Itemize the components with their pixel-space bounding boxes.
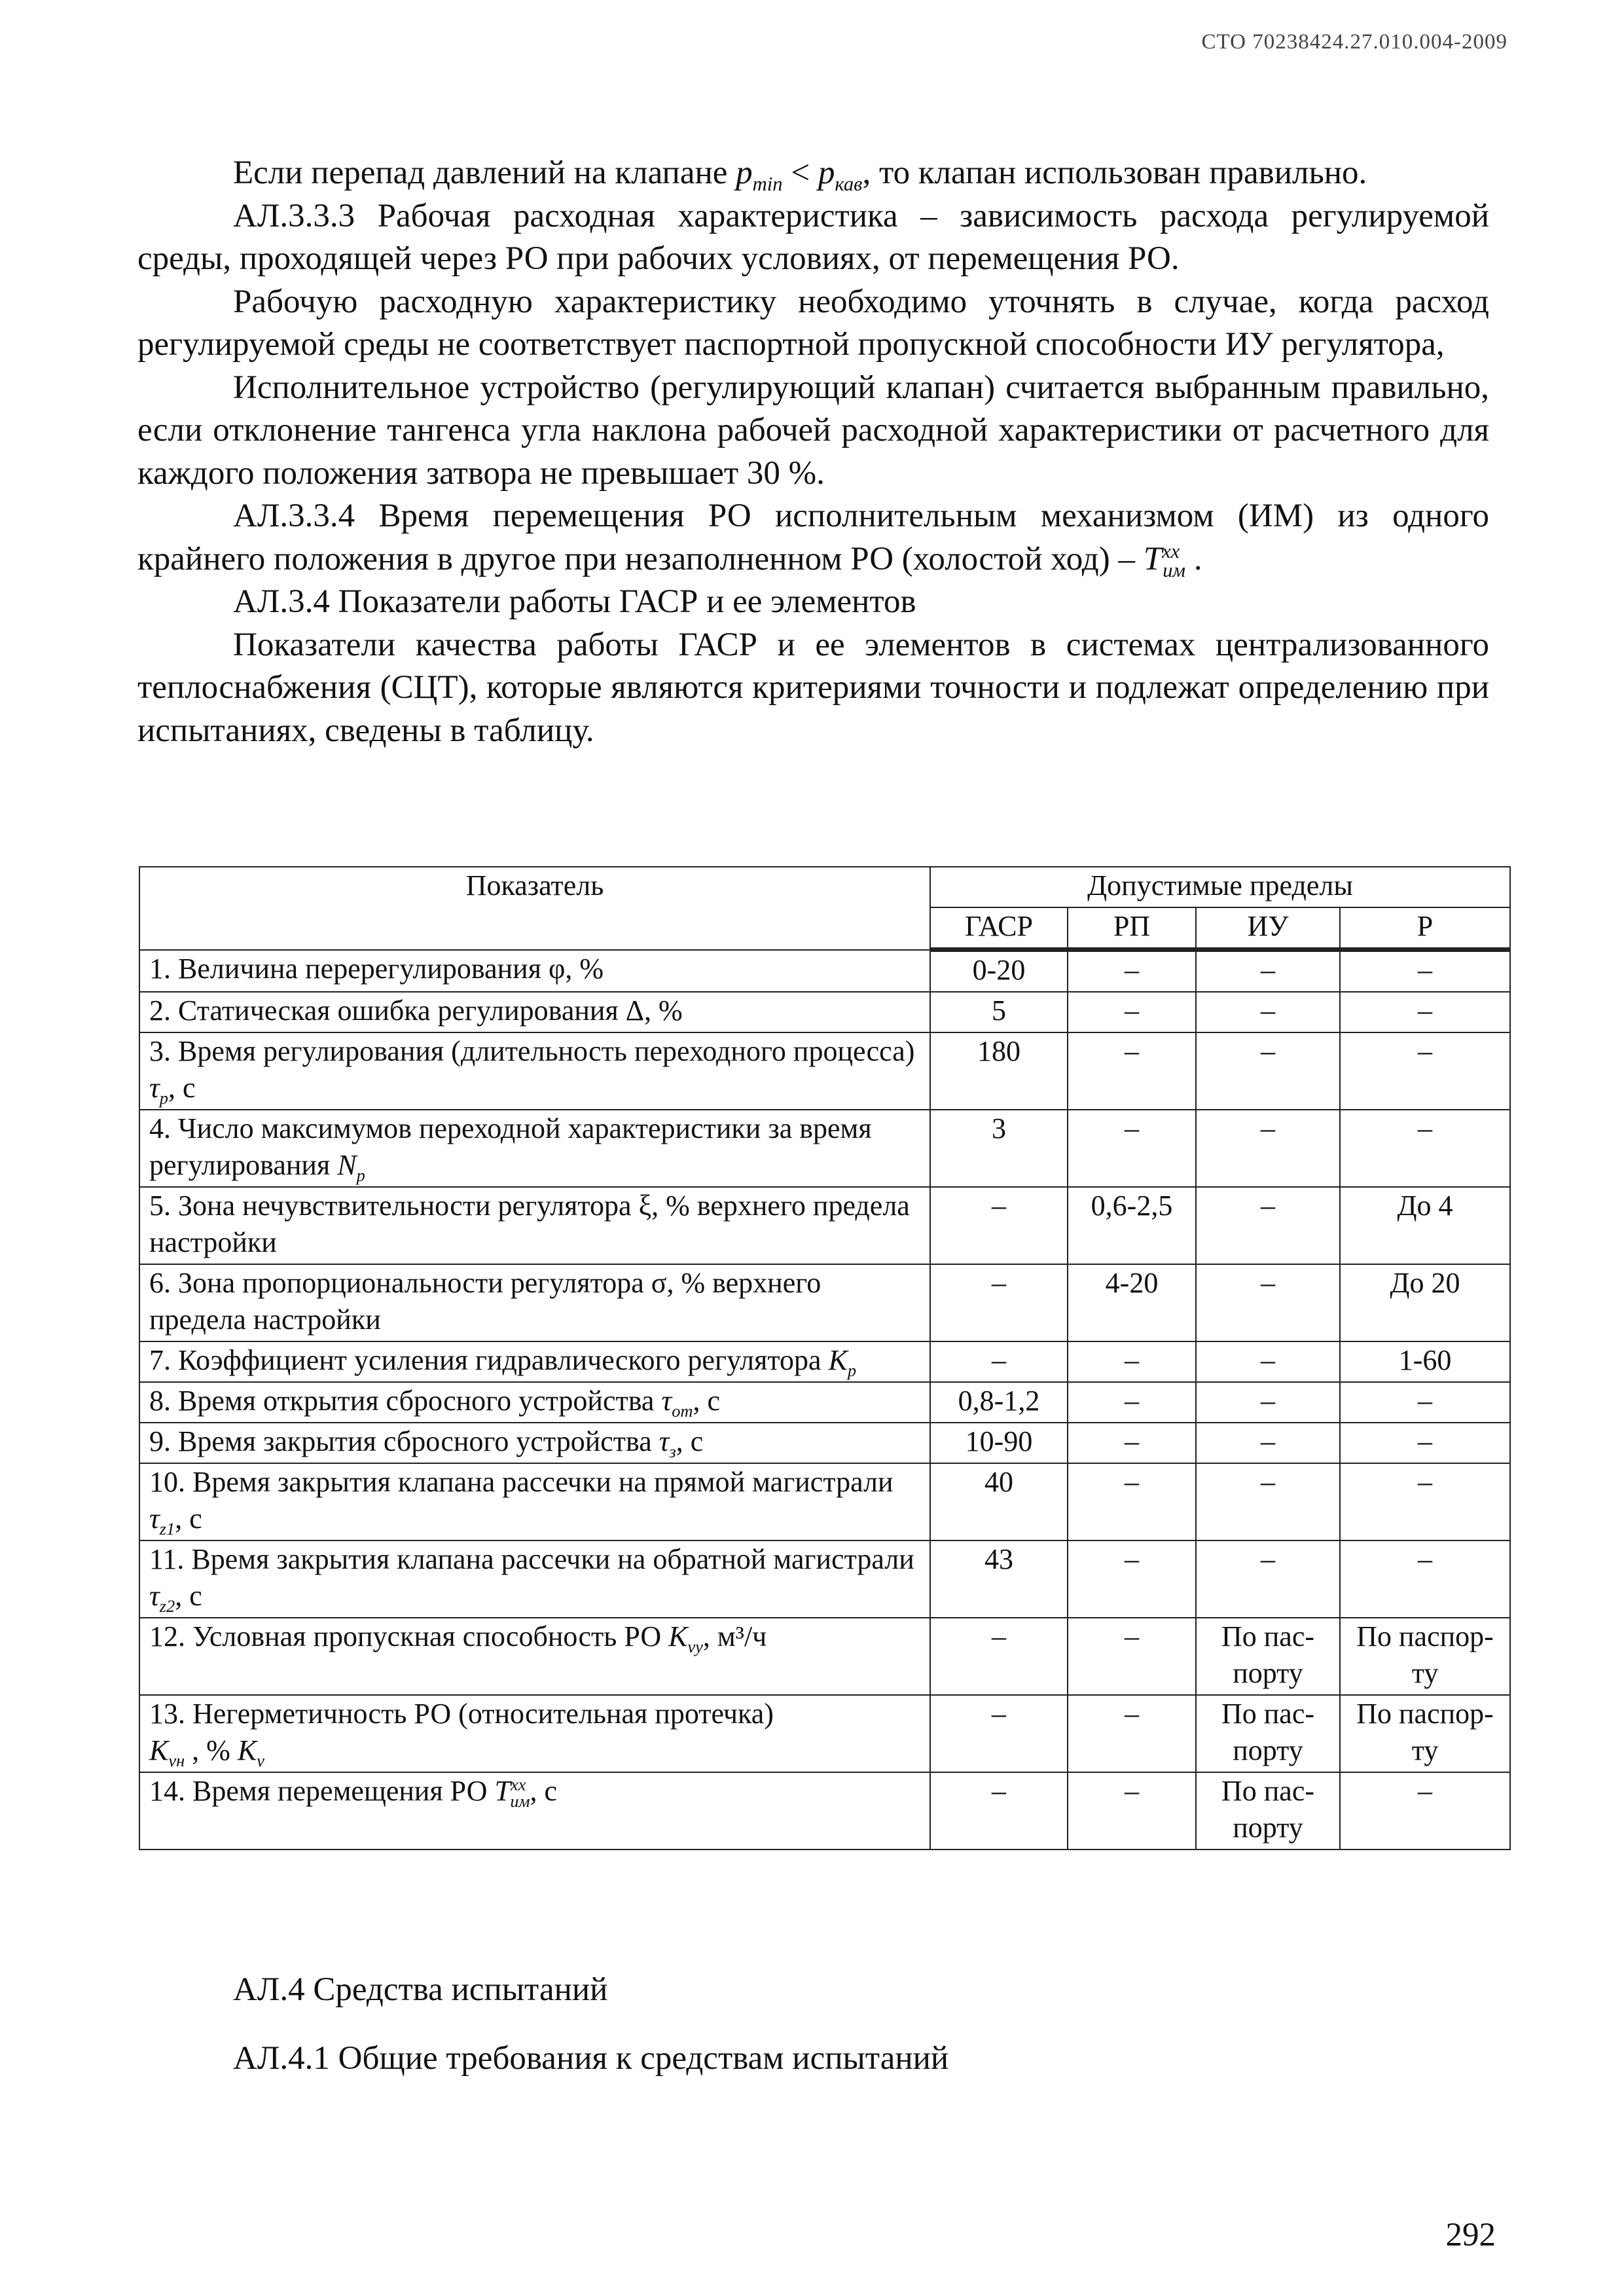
table-row: 13. Негерметичность РО (относительная протечка) $K_{vн}$ , % $K_v$ – – По паспорту По паспорту: [139, 1695, 1510, 1772]
paragraph-quality-indicators: Показатели качества работы ГАСР и ее элементов в системах централизованного теплоснабжения (СЦТ), которые являются критериями точности и подлежат определению при испытаниях, сведены в таблицу.: [137, 626, 1489, 749]
header-parameter: Показатель: [139, 867, 930, 950]
table-row: 12. Условная пропускная способность РО $K_{vy}$, м³/ч – – По паспорту По паспорту: [139, 1618, 1510, 1695]
header-allowed-limits: Допустимые пределы: [930, 867, 1510, 907]
document-code: СТО 70238424.27.010.004-2009: [1201, 30, 1507, 54]
indicators-table: [139, 866, 1511, 1850]
table-row: 14. Время перемещения РО $T^{xx}_{им}$, с – – По паспорту –: [139, 1772, 1510, 1850]
paragraph-al-3-3-4: АЛ.3.3.4 Время перемещения РО исполнительным механизмом (ИМ) из одного крайнего положения в другое при незаполненном РО (холостой $ход) - T^{xx}_{им}$ .: [137, 498, 1489, 581]
paragraph-pressure-drop: Если перепад давлений на клапане $p_{min} < p_{кав}$, то клапан использован правильно.: [233, 155, 1367, 196]
table-row: 5. Зона нечувствительности регулятора ξ, % верхнего предела настройки – 0,6-2,5 – До 4: [139, 1187, 1510, 1264]
body-text: [137, 152, 1489, 752]
section-al-4-heading: АЛ.4 Средства испытаний: [233, 1971, 608, 2008]
table-row: 6. Зона пропорциональности регулятора σ, % верхнего предела настройки – 4-20 – До 20: [139, 1264, 1510, 1341]
table-row: 1. Величина перерегулирования φ, % 0-20 – – –: [139, 950, 1510, 993]
table-row: 8. Время открытия сбросного устройства $\tau_{от}$, с 0,8-1,2 – – –: [139, 1382, 1510, 1423]
table-row: 2. Статическая ошибка регулирования Δ, % 5 – – –: [139, 992, 1510, 1032]
paragraph-flow-characteristic: Рабочую расходную характеристику необходимо уточнять в случае, когда расход регулируемой среды не соответствует паспортной пропускной способности ИУ регулятора,: [137, 283, 1489, 363]
header-gasr: ГАСР: [930, 907, 1068, 950]
section-al-4-1-heading: АЛ.4.1 Общие требования к средствам испытаний: [233, 2040, 949, 2077]
table-row: 11. Время закрытия клапана рассечки на обратной магистрали $\tau_{z2}$, с 43 – – –: [139, 1540, 1510, 1618]
paragraph-al-3-3-3: АЛ.3.3.3 Рабочая расходная характеристика – зависимость расхода регулируемой среды, проходящей через РО при рабочих условиях, от перемещения РО.: [137, 197, 1489, 277]
table-row: 9. Время закрытия сбросного устройства $\tau_з$, с 10-90 – – –: [139, 1423, 1510, 1463]
paragraph-al-3-4-heading: АЛ.3.4 Показатели работы ГАСР и ее элементов: [233, 583, 916, 620]
table-row: 4. Число максимумов переходной характеристики за время регулирования $N_р$ 3 – – –: [139, 1110, 1510, 1187]
table-row: 10. Время закрытия клапана рассечки на прямой магистрали $\tau_{z1}$, с 40 – – –: [139, 1463, 1510, 1540]
paragraph-actuator: Исполнительное устройство (регулирующий клапан) считается выбранным правильно, если отклонение тангенса угла наклона рабочей расходной характеристики от расчетного для каждого положения затвора не превышает 30 %.: [137, 369, 1489, 492]
header-r: Р: [1340, 907, 1510, 950]
header-rp: РП: [1068, 907, 1196, 950]
table-row: 7. Коэффициент усиления гидравлического регулятора $K_р$ – – – 1-60: [139, 1341, 1510, 1382]
table-row: 3. Время регулирования (длительность переходного процесса) $\tau_р$, с 180 – – –: [139, 1032, 1510, 1110]
page-number: 292: [1445, 2217, 1496, 2253]
header-iu: ИУ: [1196, 907, 1340, 950]
